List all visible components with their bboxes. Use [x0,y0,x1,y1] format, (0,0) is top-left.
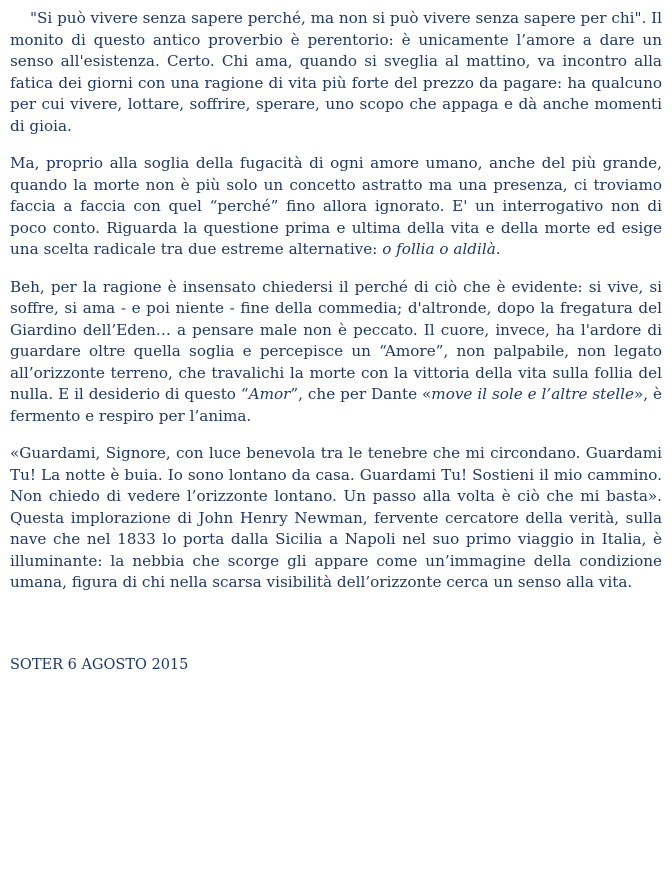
paragraph-1 [10,8,662,137]
signature-date: SOTER 6 AGOSTO 2015 [10,657,189,673]
paragraph-3-end: », è fermento e respiro per l’anima. [10,385,663,425]
paragraph-2 [10,153,662,261]
paragraph-2-italic-phrase: o follia o aldilà [382,240,496,258]
paragraph-3 [10,277,662,428]
paragraph-3-middle: ”, che per Dante « [290,385,432,403]
paragraph-4 [10,443,662,594]
paragraph-3-italic-quote: move il sole e l’altre stelle [431,385,634,403]
paragraph-3-italic-amor: Amor [248,385,291,403]
paragraph-3-text: Beh, per la ragione è insensato chiedersi il perché di ciò che è evidente: si vive, si soffre, si ama - e poi niente - fine della commedia; d'altronde, dopo la fregatura del Giardino dell’Eden… a pensare male non è peccato. Il cuore, invece, ha l'ardore di guardare oltre quella soglia e percepisce un “Amore”, non palpabile, non legato all’orizzonte terreno, che travalichi la morte con la vittoria della vita sulla follia del nulla. E il desiderio di questo “ [10,277,662,403]
paragraph-2-text: Ma, proprio alla soglia della fugacità di ogni amore umano, anche del più grande, quando la morte non è più solo un concetto astratto ma una presenza, ci troviamo faccia a faccia con quel “perché” fino allora ignorato. E' un interrogativo non di poco conto. Riguarda la questione prima e ultima della vita e della morte ed esige una scelta radicale tra due estreme alternative: [10,154,662,258]
article-body [10,8,662,610]
paragraph-4-text: «Guardami, Signore, con luce benevola tra le tenebre che mi circondano. Guardami Tu! La notte è buia. Io sono lontano da casa. Guardami Tu! Sostieni il mio cammino. Non chiedo di vedere l’orizzonte lontano. Un passo alla volta è ciò che mi basta». Questa implorazione di John Henry Newman, fervente cercatore della verità, sulla nave che nel 1833 lo porta dalla Sicilia a Napoli nel suo primo viaggio in Italia, è illuminante: la nebbia che scorge gli appare come un’immagine della condizione umana, figura di chi nella scarsa visibilità dell’orizzonte cerca un senso alla vita. [10,444,662,591]
paragraph-2-end: . [495,240,501,258]
paragraph-1-text: "Si può vivere senza sapere perché, ma non si può vivere senza sapere per chi". Il monito di questo antico proverbio è perentorio: è unicamente l’amore a dare un senso all'esistenza. Certo. Chi ama, quando si sveglia al mattino, va incontro alla fatica dei giorni con una ragione di vita più forte del prezzo da pagare: ha qualcuno per cui vivere, lottare, soffrire, sperare, uno scopo che appaga e dà anche momenti di gioia. [10,9,662,135]
